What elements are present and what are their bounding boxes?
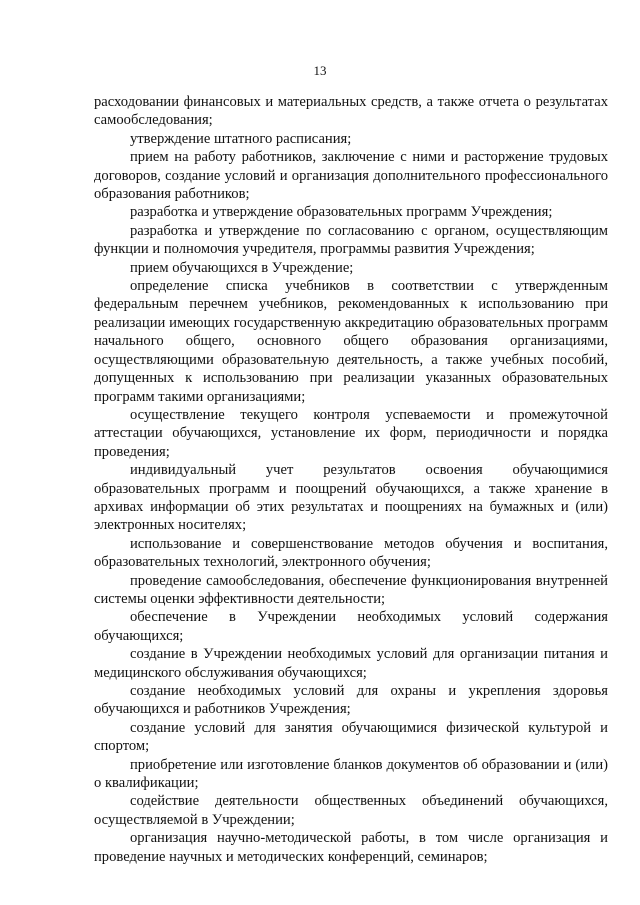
- paragraph-scientific-methodical-work: организация научно-методической работы, в том числе организация и проведение научных и методических конференций, семинаров;: [94, 830, 608, 865]
- paragraph-maintenance-conditions: обеспечение в Учреждении необходимых условий содержания обучающихся;: [94, 609, 608, 644]
- paragraph-self-assessment: проведение самообследования, обеспечение функционирования внутренней системы оценки эффективности деятельности;: [94, 572, 608, 607]
- document-body: [94, 93, 608, 866]
- page-number: 13: [313, 63, 327, 78]
- paragraph-educational-programs: разработка и утверждение образовательных программ Учреждения;: [130, 204, 553, 221]
- paragraph-textbook-list: определение списка учебников в соответствии с утвержденным федеральным перечнем учебников, рекомендованных к использованию при реализации имеющих государственную аккредитацию образовательных программ начального общего, основного общего образования организациями, осуществляющими образовательную деятельность, а также учебных пособий, допущенных к использованию при реализации указанных образовательных программ такими организациями;: [94, 278, 608, 405]
- paragraph-public-associations: содействие деятельности общественных объединений обучающихся, осуществляемой в Учреждении;: [94, 793, 608, 828]
- paragraph-development-program: разработка и утверждение по согласованию с органом, осуществляющим функции и полномочия учредителя, программы развития Учреждения;: [94, 222, 608, 258]
- paragraph-individual-records: индивидуальный учет результатов освоения обучающимися образовательных программ и поощрений обучающихся, а также хранение в архивах информации об этих результатах и поощрениях на бумажных и (или) электронных носителях;: [94, 462, 608, 534]
- paragraph-meals-medical: создание в Учреждении необходимых условий для организации питания и медицинского обслуживания обучающихся;: [94, 646, 608, 681]
- paragraph-progress-control: осуществление текущего контроля успеваемости и промежуточной аттестации обучающихся, установление их форм, периодичности и порядка проведения;: [94, 406, 608, 460]
- paragraph-health-protection: создание необходимых условий для охраны и укрепления здоровья обучающихся и работников Учреждения;: [94, 683, 608, 718]
- paragraph-teaching-methods: использование и совершенствование методов обучения и воспитания, образовательных технологий, электронного обучения;: [94, 535, 608, 571]
- paragraph-physical-culture: создание условий для занятия обучающимися физической культурой и спортом;: [94, 719, 608, 755]
- paragraph-admission: прием обучающихся в Учреждение;: [130, 259, 354, 276]
- paragraph-staff-schedule: утверждение штатного расписания;: [130, 130, 352, 147]
- paragraph-continuation: расходовании финансовых и материальных средств, а также отчета о результатах самообследования;: [94, 94, 608, 129]
- paragraph-document-forms: приобретение или изготовление бланков документов об образовании и (или) о квалификации;: [94, 756, 608, 792]
- paragraph-hiring: прием на работу работников, заключение с ними и расторжение трудовых договоров, создание условий и организация дополнительного профессионального образования работников;: [94, 149, 608, 203]
